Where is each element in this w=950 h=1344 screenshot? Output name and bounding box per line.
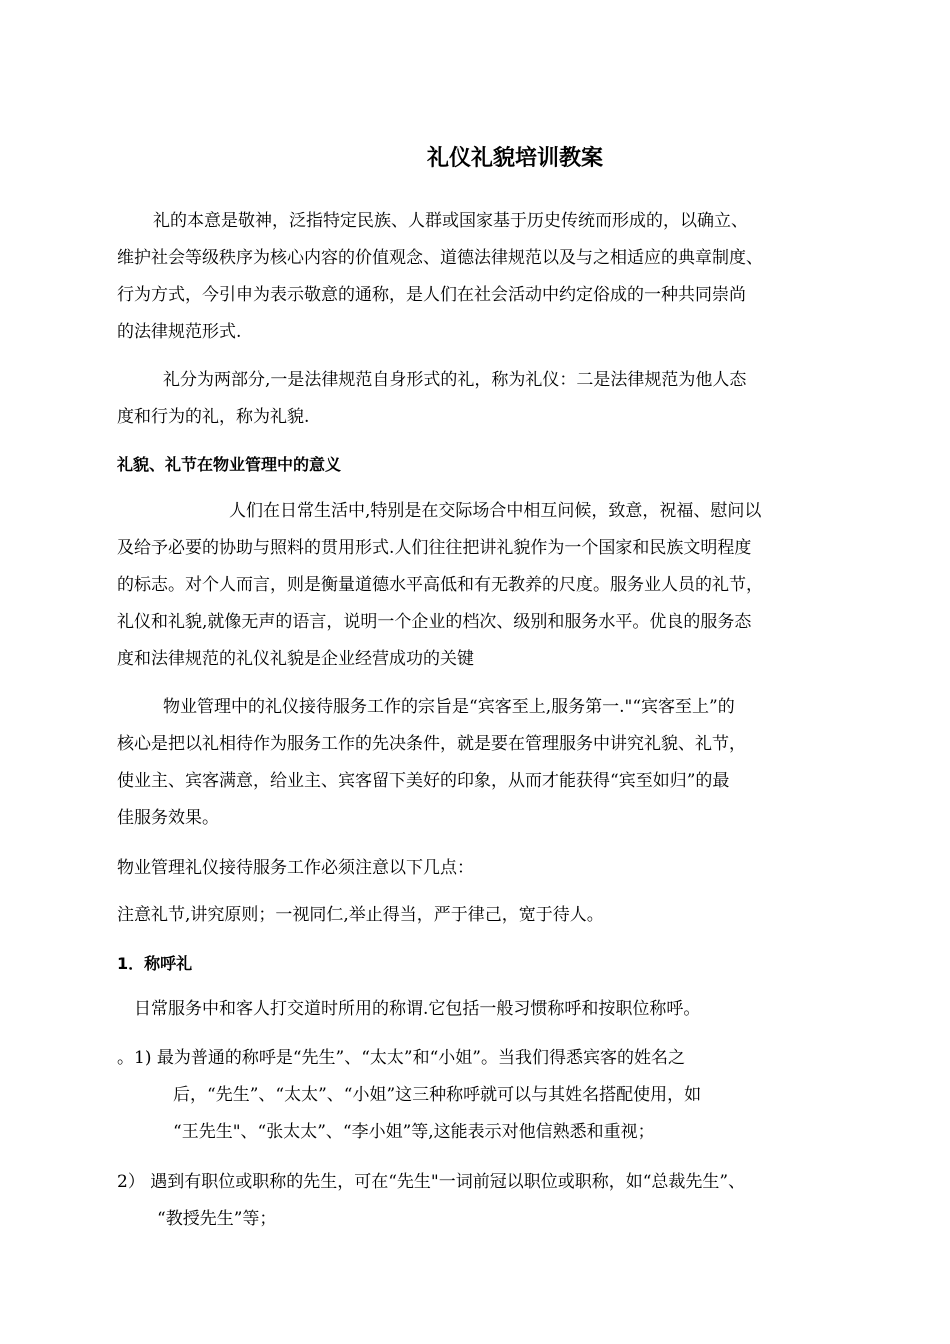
list-item-2 — [117, 1164, 857, 1238]
text-line: 的标志。对个人而言，则是衡量道德水平高低和有无教养的尺度。服务业人员的礼节， — [117, 575, 763, 595]
page-title: 礼仪礼貌培训教案 — [426, 146, 603, 171]
text-line: 礼仪和礼貌,就像无声的语言，说明一个企业的档次、级别和服务水平。优良的服务态 — [117, 612, 752, 632]
text-line: 礼的本意是敬神，泛指特定民族、人群或国家基于历史传统而形成的，以确立、 — [153, 211, 748, 231]
text-line: 后，“先生”、“太太”、“小姐”这三种称呼就可以与其姓名搭配使用，如 — [173, 1085, 702, 1105]
text-line: 人们在日常生活中,特别是在交际场合中相互问候，致意，祝福、慰问以 — [229, 501, 762, 521]
text-line: “王先生"、“张太太”、“李小姐”等,这能表示对他信熟悉和重视； — [173, 1122, 655, 1142]
paragraph-service-purpose — [117, 689, 857, 837]
text-line: 佳服务效果。 — [117, 808, 219, 828]
paragraph-principles: 注意礼节,讲究原则；一视同仁,举止得当，严于律己，宽于待人。 — [117, 905, 604, 925]
text-line: 核心是把以礼相待作为服务工作的先决条件，就是要在管理服务中讲究礼貌、礼节， — [117, 734, 746, 754]
text-line: 行为方式，今引申为表示敬意的通称，是人们在社会活动中约定俗成的一种共同崇尚 — [117, 285, 746, 305]
text-line: 维护社会等级秩序为核心内容的价值观念、道德法律规范以及与之相适应的典章制度、 — [117, 248, 763, 268]
paragraph-two-parts — [117, 362, 857, 436]
text-line: “教授先生”等； — [157, 1209, 277, 1229]
text-line: 的法律规范形式. — [117, 322, 242, 342]
text-line: 度和法律规范的礼仪礼貌是企业经营成功的关键 — [117, 649, 474, 669]
text-line: 。1) 最为普通的称呼是“先生”、“太太”和“小姐”。当我们得悉宾客的姓名之 — [117, 1048, 685, 1068]
list-item-1 — [117, 1040, 857, 1151]
text-line: 2） 遇到有职位或职称的先生，可在“先生"一词前冠以职位或职称，如“总裁先生”、 — [117, 1172, 746, 1192]
section-heading-address: 1．称呼礼 — [117, 954, 193, 973]
section-heading-meaning: 礼貌、礼节在物业管理中的意义 — [117, 455, 342, 474]
text-line: 及给予必要的协助与照料的贯用形式.人们往往把讲礼貌作为一个国家和民族文明程度 — [117, 538, 752, 558]
text-line: 使业主、宾客满意，给业主、宾客留下美好的印象，从而才能获得“宾至如归”的最 — [117, 771, 730, 791]
text-line: 度和行为的礼，称为礼貌. — [117, 407, 310, 427]
text-line: 物业管理中的礼仪接待服务工作的宗旨是“宾客至上,服务第一."“宾客至上”的 — [163, 697, 735, 717]
paragraph-meaning — [117, 493, 857, 678]
paragraph-intro — [117, 203, 857, 351]
paragraph-notice-intro: 物业管理礼仪接待服务工作必须注意以下几点： — [117, 858, 474, 878]
paragraph-address-definition: 日常服务中和客人打交道时所用的称谓.它包括一般习惯称呼和按职位称呼。 — [134, 999, 701, 1019]
text-line: 礼分为两部分,一是法律规范自身形式的礼，称为礼仪：二是法律规范为他人态 — [163, 370, 747, 390]
